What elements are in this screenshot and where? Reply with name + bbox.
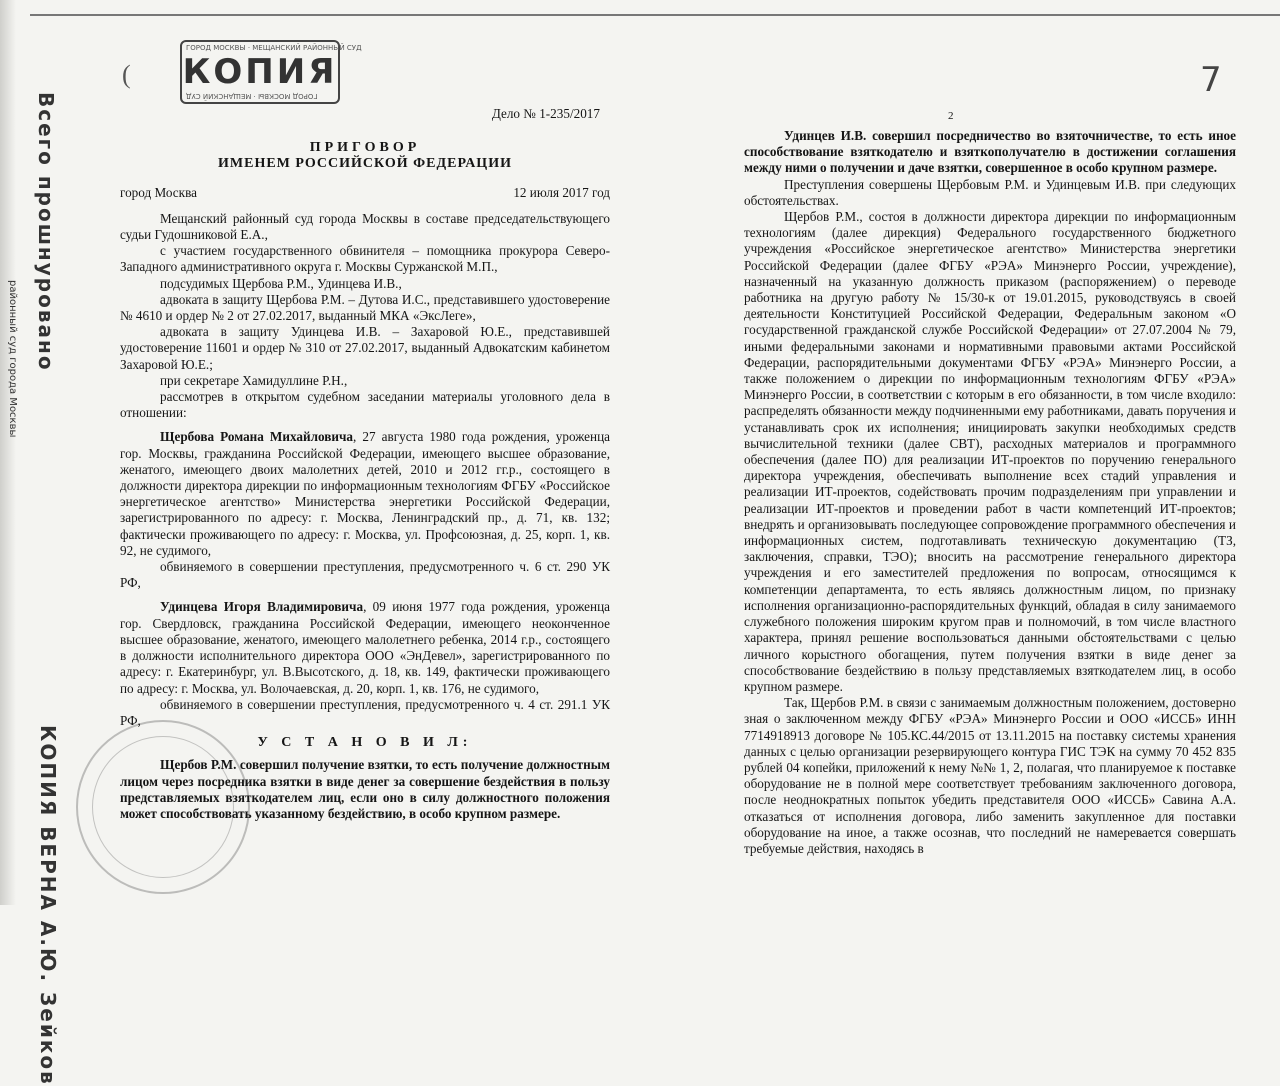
stamp-word: КОПИЯ xyxy=(182,52,338,92)
paragraph: при секретаре Хамидуллине Р.Н., xyxy=(160,372,348,388)
handwritten-page-mark: 7 xyxy=(1200,60,1222,100)
stamp-ring-bottom: ГОРОД МОСКВЫ · МЕЩАНСКИЙ СУД xyxy=(186,92,318,100)
date: 12 июля 2017 год xyxy=(513,184,610,200)
margin-certified-copy: КОПИЯ ВЕРНА А.Ю. Зейков xyxy=(36,725,60,1086)
defendant-details: , 27 августа 1980 года рождения, уроженца гор. Москвы, гражданина Российской Федерации, имеющего высшее образование, женатого, имеющего двоих малолетних детей, 2010 и 2012 гг.р., состоящего в должности директора дирекции по информационным технологиям ФГБУ «Российское энергетическое агентство» Министерства энергетики Российской Федерации, зарегистрированного по адресу: г. Москва, Ленинградский пр., д. 71, кв. 132; фактически проживающего по адресу: г. Москва, ул. Профсоюзная, д. 25, корп. 1, кв. 92, не судимого, xyxy=(120,429,611,558)
verdict-subtitle: ИМЕНЕМ РОССИЙСКОЙ ФЕДЕРАЦИИ xyxy=(218,156,512,172)
punch-hole-mark: ( xyxy=(122,60,131,89)
scan-top-edge xyxy=(30,14,1280,16)
paragraph: с участием государственного обвинителя – помощника прокурора Северо-Западного административного округа г. Москвы Суржанской М.П., xyxy=(120,243,610,275)
case-number: Дело № 1-235/2017 xyxy=(491,106,600,121)
paragraph: Щербов Р.М. совершил получение взятки, то есть получение должностным лицом через посредника взятки в виде денег за совершение бездействия в пользу представляемых взяткодателем лиц, если оно в силу должностного положения может способствовать указанному бездействию, в особо крупном размере. xyxy=(120,757,610,821)
city-date-row xyxy=(120,185,610,201)
scan-shadow xyxy=(0,0,16,905)
section-heading: У С Т А Н О В И Л: xyxy=(257,735,473,751)
paragraph: Так, Щербов Р.М. в связи с занимаемым должностным положением, достоверно зная о заключенном между ФГБУ «РЭА» Минэнерго России и ООО «ИССБ» ИНН 7714918913 договоре № 105.КС.44/2015 от 13.11.2015 на поставку системы хранения данных с целью организации резервирующего контура ГИС ТЭК на сумму 70 452 835 рублей 04 копейки, приложений к нему №№ 1, 2, полагая, что планируемое к поставке оборудование не в полной мере соответствует требованиям заключенного договора, после неоднократных попыток убедить представителя ООО «ИССБ» Савина А.А. отказаться от исполнения договора, либо заменить закупленное для поставки оборудование на иное, а также осознав, что последний не намеревается совершать требуемые действия, находясь в xyxy=(744,695,1236,856)
paragraph: рассмотрев в открытом судебном заседании материалы уголовного дела в отношении: xyxy=(120,389,610,421)
paragraph: Удинцев И.В. совершил посредничество во взяточничестве, то есть иное способствование взяткодателю и взяткополучателю в достижении соглашения между ними о получении и даче взятки, совершенное в особо крупном размере. xyxy=(744,128,1236,176)
defendant-shcherbov xyxy=(120,429,610,559)
verdict-title: ПРИГОВОР xyxy=(309,140,421,156)
left-column xyxy=(120,106,610,822)
copy-stamp xyxy=(180,40,362,104)
margin-vertical-text: районный суд города Москвы xyxy=(7,280,18,438)
page-number: 2 xyxy=(948,110,954,122)
charge: обвиняемого в совершении преступления, предусмотренного ч. 4 ст. 291.1 УК РФ, xyxy=(120,696,610,728)
city: город Москва xyxy=(120,184,197,200)
defendant-name: Удинцева Игоря Владимировича xyxy=(160,599,364,615)
paragraph: адвоката в защиту Удинцева И.В. – Захаровой Ю.Е., представившей удостоверение 11601 и ордер № 310 от 27.02.2017, выданный Адвокатским кабинетом Захаровой Ю.Е.; xyxy=(120,324,610,372)
paragraph: подсудимых Щербова Р.М., Удинцева И.В., xyxy=(160,275,402,291)
paragraph: Щербов Р.М., состоя в должности директора дирекции по информационным технологиям (далее дирекция) Федерального государственного бюджетного учреждения «Российское энергетическое агентство» Министерства энергетики Российской Федерации (далее ФГБУ «РЭА» Минэнерго России, учреждение), назначенный на указанную должность приказом (распоряжением) о переводе работника на другую работу № 15/30-к от 19.01.2015, руководствуясь в своей деятельности Конституцией Российской Федерации, Федеральным законом «О государственной гражданской службе Российской Федерации» от 27.07.2004 № 79, иными федеральными законами и нормативными правовыми актами Российской Федерации, распорядительными документами ФГБУ «РЭА» Минэнерго России, а также положением о дирекции по информационным технологиям ФГБУ «РЭА» Минэнерго России, в соответствии с которым в его обязанности, в том числе входило: распределять обязанности между подчиненными ему работниками, давать поручения и устанавливать срок их исполнения; инициировать закупки необходимых средств вычислительной техники (далее СВТ), расходных материалов и программного обеспечения (далее ПО) для реализации ИТ-проектов по поручению генерального директора учреждения, обеспечивать выполнение всех стадий управления и реализации ИТ-проектов, содействовать прочим подразделениям при управлении и реализации ИТ-проектов и проведении работ в части компетенций ИТ-проектов; внедрять и организовывать последующее сопровождение программного обеспечения и информационных систем, подготавливать техническую документацию (ТЗ, заключения, справки, ТЭО); вносить на рассмотрение генерального директора учреждения и его заместителей предложения по вопросам, относящимся к компетенции департамента, то есть являясь должностным лицом, по признаку исполнения организационно-распорядительных функций, обладая в силу занимаемого служебного положения широким кругом прав и полномочий, в том числе властного характера, принял решение воспользоваться данными обстоятельствами с целью личного корыстного обогащения, путем получения взятки в виде денег за способствование бездействию в пользу представляемых взяткодателем лиц, в особо крупном размере. xyxy=(744,209,1236,694)
defendant-name: Щербова Романа Михайловича xyxy=(160,429,354,445)
defendant-udintsev xyxy=(120,599,610,696)
margin-binding-note: Всего прошнуровано xyxy=(34,92,58,372)
paragraph: Мещанский районный суд города Москвы в составе председательствующего судьи Гудошниковой Е.А., xyxy=(120,210,610,243)
charge: обвиняемого в совершении преступления, предусмотренного ч. 6 ст. 290 УК РФ, xyxy=(120,559,610,591)
stamp-ring-top: ГОРОД МОСКВЫ · МЕЩАНСКИЙ РАЙОННЫЙ СУД xyxy=(186,44,362,52)
paragraph: Преступления совершены Щербовым Р.М. и Удинцевым И.В. при следующих обстоятельствах. xyxy=(744,176,1236,208)
right-column xyxy=(744,128,1236,857)
paragraph: адвоката в защиту Щербова Р.М. – Дутова И.С., представившего удостоверение № 4610 и ордер № 2 от 27.02.2017, выданный МКА «ЭксЛеге», xyxy=(120,291,610,324)
defendant-details: , 09 июня 1977 года рождения, уроженца гор. Свердловск, гражданина Российской Федерации, имеющего неоконченное высшее образование, женатого, имеющего малолетнего ребенка, 2014 г.р., состоящего в должности исполнительного директора ООО «ЭнДевел», зарегистрированного по адресу: г. Екатеринбург, ул. В.Высотского, д. 18, кв. 149, фактически проживающего по адресу: г. Москва, ул. Волочаевская, д. 20, корп. 1, кв. 176, не судимого, xyxy=(120,599,610,696)
